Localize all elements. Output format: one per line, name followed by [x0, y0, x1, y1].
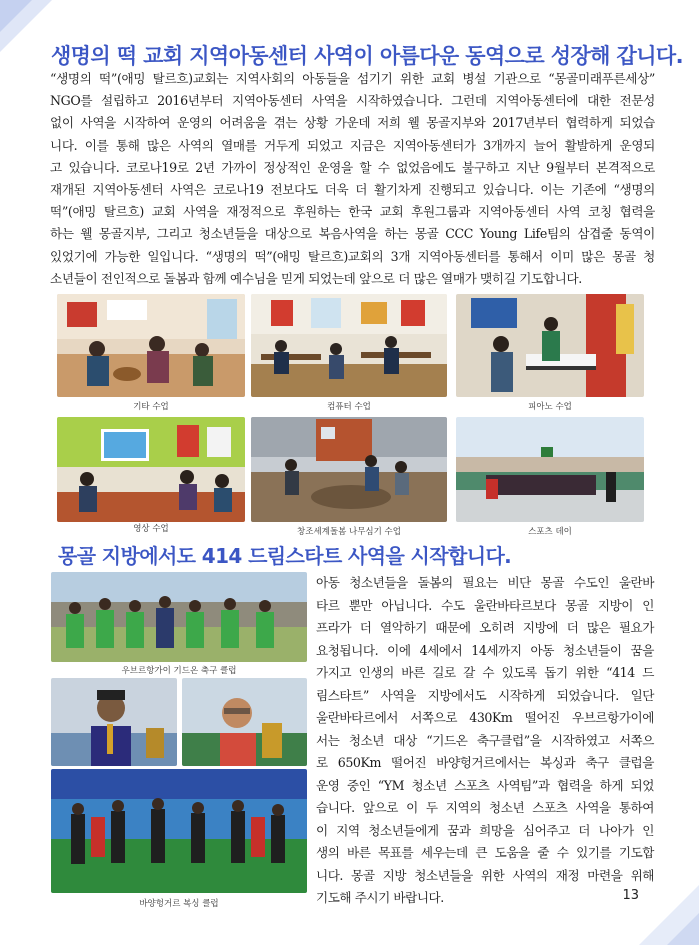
body-paragraph-1 — [50, 68, 655, 290]
paragraph-line: 니다. 이를 통해 많은 사역의 열매를 거두게 되었고 지금은 지역아동센터가 3개까지 늘어 활발하게 운영되 — [50, 137, 655, 153]
paragraph-line: 니다. 몽골 지방 청소년들을 위한 사역의 재정 마련을 위해 — [316, 867, 654, 883]
paragraph-line: 울란바타르에서 서쪽으로 430Km 떨어진 우브르항가이에 — [316, 710, 654, 725]
paragraph-line: 가지고 인생의 바른 길로 갈 수 있도록 돕기 위한 “414 드 — [316, 665, 654, 680]
boxing-club-photo — [51, 769, 307, 893]
paragraph-line: 림스타트” 사역을 지방에서도 시작하게 되었습니다. 일단 — [316, 687, 654, 703]
section-heading-1: 생명의 떡 교회 지역아동센터 사역이 아름다운 동역으로 성장해 갑니다. — [51, 44, 683, 68]
paragraph-line: 운영 중인 “YM 청소년 스포츠 사역팀”과 협력을 하게 되었 — [316, 777, 654, 793]
paragraph-line: 로 650Km 떨어진 바양헝거르에서는 복싱과 축구 클럽을 — [316, 755, 654, 770]
paragraph-line: NGO를 설립하고 2016년부터 지역아동센터 사역을 시작하였습니다. 그런데 지역아동센터에 대한 전문성 — [50, 93, 655, 109]
photo-caption: 영상 수업 — [133, 524, 169, 534]
photo-caption: 바양헝거르 복싱 클럽 — [139, 899, 219, 909]
paragraph-line: “생명의 떡”(애밍 탈르흐)교회는 지역사회의 아동들을 섬기기 위한 교회 병설 기관으로 “몽골미래푸른세상” — [50, 71, 655, 86]
body-paragraph-2 — [316, 572, 654, 910]
video-class-photo — [57, 417, 245, 522]
page-number: 13 — [622, 888, 639, 903]
photo-caption: 기타 수업 — [133, 402, 169, 412]
paragraph-line: 생의 바른 목표를 세우는데 큰 도움을 줄 수 있기를 기도합 — [316, 845, 654, 860]
tree-planting-photo — [251, 417, 447, 522]
computer-class-photo — [251, 294, 447, 397]
medal-boy-photo — [182, 678, 307, 766]
photo-caption: 스포츠 데이 — [528, 527, 572, 537]
photo-caption: 피아노 수업 — [528, 402, 572, 412]
guitar-class-photo — [57, 294, 245, 397]
paragraph-line: 있었기에 가능한 일입니다. “생명의 떡”(애밍 탈르흐)교회의 3개 지역아동센터를 통해서 이미 많은 몽골 청 — [50, 248, 655, 264]
piano-class-photo — [456, 294, 644, 397]
paragraph-line: 프라가 더 열악하기 때문에 오히려 지방에 더 많은 필요가 — [316, 620, 654, 635]
paragraph-line: 요청됩니다. 이에 4세에서 14세까지 아동 청소년들이 꿈을 — [316, 642, 654, 658]
paragraph-line: 고 있습니다. 코로나19로 2년 가까이 정상적인 운영을 할 수 없었음에도 불구하고 지난 9월부터 본격적으로 — [50, 159, 655, 175]
photo-caption: 컴퓨터 수업 — [327, 402, 371, 412]
paragraph-line: 소년들이 전인적으로 돌봄과 함께 예수님을 믿게 되었는데 앞으로 더 많은 열매가 맺히길 기도합니다. — [50, 270, 582, 286]
boxer-boy-photo — [51, 678, 177, 766]
paragraph-line: 습니다. 앞으로 이 두 지역의 청소년 스포츠 사역을 통하여 — [316, 800, 654, 815]
paragraph-line: 기도해 주시기 바랍니다. — [316, 890, 444, 905]
paragraph-line: 타르 뿐만 아닙니다. 수도 울란바타르보다 몽골 지방이 인 — [316, 597, 654, 613]
paragraph-line: 이 지역 청소년들에게 꿈과 희망을 심어주고 더 나아가 인 — [316, 822, 654, 838]
paragraph-line: 아동 청소년들을 돌봄의 필요는 비단 몽골 수도인 울란바 — [316, 575, 654, 590]
paragraph-line: 재개된 지역아동센터 사역은 코로나19 전보다도 더욱 더 활기차게 진행되고 있습니다. 이는 기존에 “생명의 — [50, 182, 655, 198]
photo-caption: 창조세계돌봄 나무심기 수업 — [297, 527, 401, 537]
photo-caption: 우브르항가이 기드온 축구 클럽 — [121, 666, 237, 676]
section-heading-2: 몽골 지방에서도 414 드림스타트 사역을 시작합니다. — [58, 544, 512, 568]
sports-day-photo — [456, 417, 644, 522]
paragraph-line: 없이 사역을 시작하여 운영의 어려움을 겪는 상황 가운데 저희 웰 몽골지부와 2017년부터 협력하게 되었습 — [50, 115, 655, 131]
paragraph-line: 떡”(애밍 탈르흐) 교회 사역을 재정적으로 후원하는 한국 교회 후원그룹과 지역아동센터 사역 코칭 협력을 — [50, 204, 655, 220]
paragraph-line: 하는 웰 몽골지부, 그리고 청소년들을 대상으로 복음사역을 하는 몽골 CCC Young Life팀의 삼겹줄 동역이 — [50, 226, 655, 242]
football-club-photo — [51, 572, 307, 662]
paragraph-line: 서는 청소년 대상 “기드온 축구클럽”을 시작하였고 서쪽으 — [316, 732, 654, 748]
